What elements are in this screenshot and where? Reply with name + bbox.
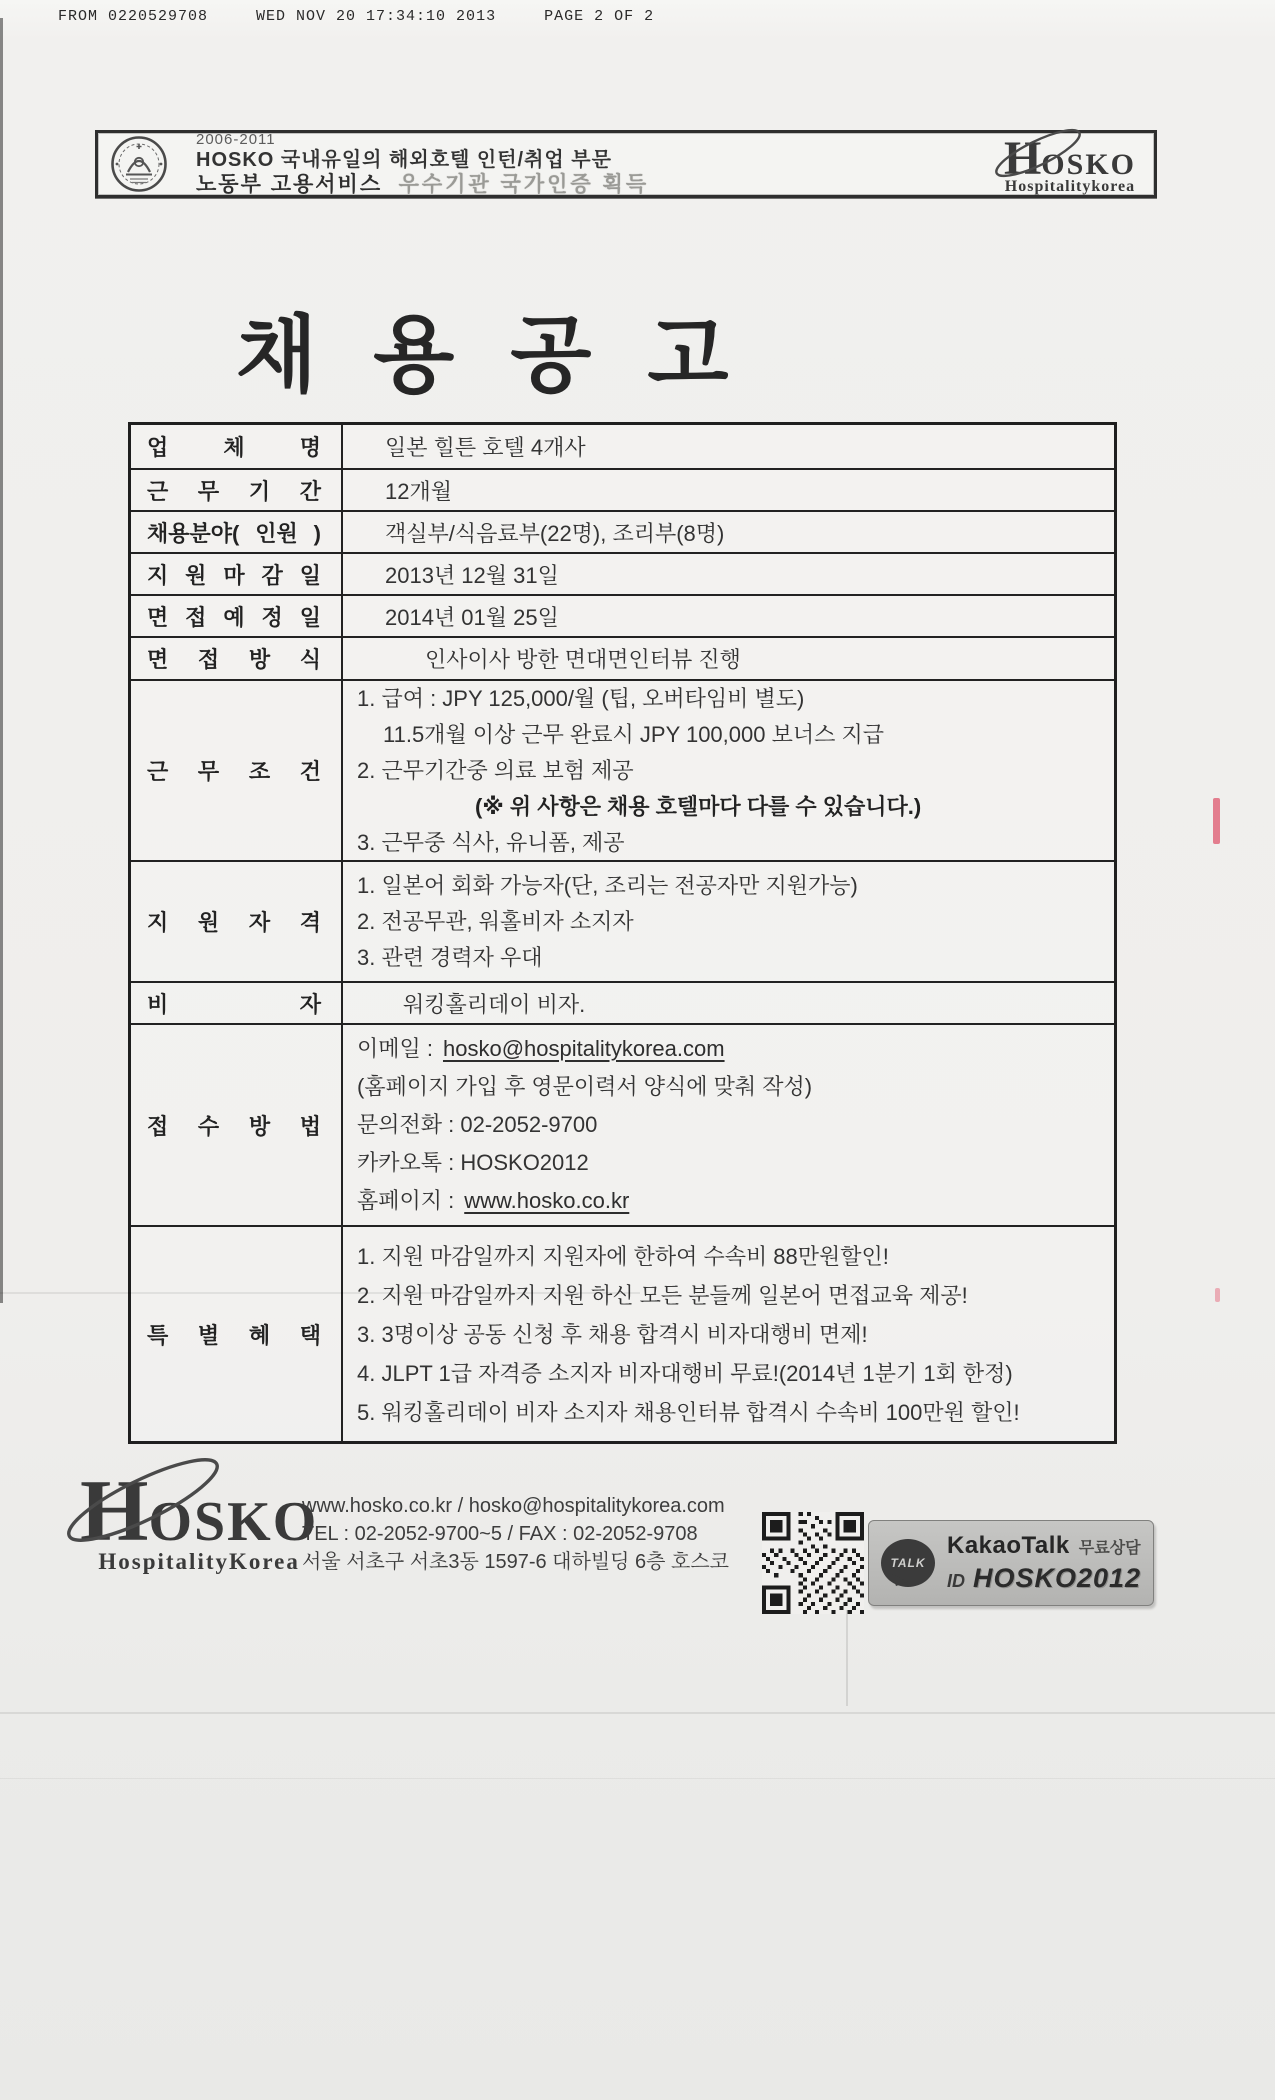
row-label: 근 무 기 간 — [131, 470, 343, 510]
apply-homepage-prefix: 홈페이지 : — [357, 1188, 455, 1213]
homepage-link: www.hosko.co.kr — [464, 1188, 630, 1213]
table-row-benefits — [131, 1225, 1114, 1441]
kakaotalk-id-value: HOSKO2012 — [973, 1562, 1142, 1593]
row-value: 워킹홀리데이 비자. — [403, 991, 586, 1017]
row-value: 객실부/식음료부(22명), 조리부(8명) — [385, 520, 725, 546]
apply-phone-line: 문의전화 : 02-2052-9700 — [357, 1112, 598, 1137]
table-row-interview-method — [131, 636, 1114, 679]
scan-artifact-band — [0, 1712, 1275, 1714]
qualification-line: 2. 전공무관, 워홀비자 소지자 — [357, 908, 634, 934]
row-label: 지 원 마 감 일 — [131, 554, 343, 594]
condition-line: 1. 급여 : JPY 125,000/월 (팁, 오버타임비 별도) — [357, 685, 805, 711]
footer-address: 서울 서초구 서초3동 1597-6 대하빌딩 6층 호스코 — [302, 1551, 729, 1573]
table-row-field — [131, 510, 1114, 552]
hosko-logo-header — [1003, 132, 1136, 195]
footer-tel-fax: TEL : 02-2052-9700~5 / FAX : 02-2052-9708 — [302, 1523, 698, 1545]
scan-artifact-streak — [846, 1610, 848, 1706]
row-value: 12개월 — [385, 478, 452, 504]
benefit-line: 2. 지원 마감일까지 지원 하신 모든 분들께 일본어 면접교육 제공! — [357, 1282, 968, 1308]
condition-line: 2. 근무기간중 의료 보험 제공 — [357, 757, 634, 783]
ministry-seal-icon — [110, 135, 168, 193]
row-label: 접 수 방 법 — [131, 1025, 343, 1225]
logo-rest: OSKO — [148, 1491, 319, 1553]
row-label: 근 무 조 건 — [131, 681, 343, 860]
table-row-qualifications — [131, 860, 1114, 981]
certification-line2-strong: 노동부 고용서비스 — [196, 172, 383, 196]
fax-page-count: PAGE 2 OF 2 — [544, 8, 655, 25]
logo-initial: H — [80, 1463, 149, 1560]
logo-subtitle: Hospitalitykorea — [1004, 178, 1136, 195]
kakaotalk-text — [947, 1532, 1141, 1594]
row-label: 특 별 혜 택 — [131, 1227, 343, 1441]
table-row-company — [131, 425, 1114, 468]
benefit-line: 4. JLPT 1급 자격증 소지자 비자대행비 무료!(2014년 1분기 1회 한정) — [357, 1360, 1013, 1386]
row-value — [343, 862, 1114, 981]
row-value — [343, 1227, 1114, 1441]
apply-homepage-line — [357, 1182, 1104, 1220]
hosko-logo-footer — [80, 1463, 319, 1574]
certification-line1: HOSKO 국내유일의 해외호텔 인턴/취업 부문 — [196, 148, 612, 171]
apply-email-prefix: 이메일 : — [357, 1036, 433, 1061]
footer-contact — [302, 1492, 729, 1576]
qr-code — [762, 1510, 864, 1616]
table-row-period — [131, 468, 1114, 510]
row-value: 2013년 12월 31일 — [385, 562, 559, 588]
fax-transmission-header — [58, 8, 654, 25]
table-row-conditions — [131, 679, 1114, 860]
fax-from: FROM 0220529708 — [58, 8, 209, 25]
benefit-line: 3. 3명이상 공동 신청 후 채용 합격시 비자대행비 면제! — [357, 1321, 868, 1347]
apply-email-line — [357, 1030, 1104, 1068]
logo-subtitle: HospitalityKorea — [98, 1549, 300, 1574]
page-title: 채용공고 — [236, 308, 785, 402]
row-label: 채용분야( 인원 ) — [131, 512, 343, 552]
condition-line: 3. 근무중 식사, 유니폼, 제공 — [357, 829, 625, 855]
benefit-line: 5. 워킹홀리데이 비자 소지자 채용인터뷰 합격시 수속비 100만원 할인! — [357, 1399, 1020, 1425]
qualification-line: 1. 일본어 회화 가능자(단, 조리는 전공자만 지원가능) — [357, 872, 858, 898]
table-row-interview-date — [131, 594, 1114, 636]
row-label: 면 접 방 식 — [131, 638, 343, 679]
table-row-deadline — [131, 552, 1114, 594]
qualification-line: 3. 관련 경력자 우대 — [357, 944, 543, 970]
row-value: 일본 힐튼 호텔 4개사 — [385, 435, 586, 460]
row-value — [343, 681, 1114, 860]
job-posting-table — [128, 422, 1117, 1444]
certification-line2-faded: 우수기관 국가인증 획득 — [398, 172, 650, 196]
row-label: 면 접 예 정 일 — [131, 596, 343, 636]
row-value: 2014년 01월 25일 — [385, 604, 559, 630]
benefit-line: 1. 지원 마감일까지 지원자에 한하여 수속비 88만원할인! — [357, 1243, 889, 1269]
talk-bubble-label: TALK — [890, 1556, 926, 1570]
certification-line2 — [196, 174, 649, 196]
table-row-visa — [131, 981, 1114, 1023]
row-label: 지 원 자 격 — [131, 862, 343, 981]
condition-line: 11.5개월 이상 근무 완료시 JPY 100,000 보너스 지급 — [383, 721, 884, 747]
apply-note-line: (홈페이지 가입 후 영문이력서 양식에 맞춰 작성) — [357, 1074, 813, 1099]
row-value — [343, 1025, 1114, 1225]
certification-text — [196, 132, 649, 196]
certification-years: 2006-2011 — [196, 131, 276, 149]
certification-box — [95, 130, 1157, 198]
kakaotalk-tagline: 무료상담 — [1078, 1540, 1141, 1558]
apply-kakao-line: 카카오톡 : HOSKO2012 — [357, 1150, 589, 1175]
kakaotalk-brand: KakaoTalk — [947, 1532, 1070, 1560]
condition-note: (※ 위 사항은 채용 호텔마다 다를 수 있습니다.) — [475, 793, 922, 819]
scan-artifact-band — [0, 1778, 1275, 1779]
logo-initial: H — [1003, 132, 1042, 185]
fax-datetime: WED NOV 20 17:34:10 2013 — [256, 8, 497, 25]
email-link: hosko@hospitalitykorea.com — [442, 1036, 725, 1061]
logo-rest: OSKO — [1041, 148, 1136, 181]
table-row-apply-method — [131, 1023, 1114, 1225]
scan-artifact-red-dot — [1215, 1288, 1220, 1302]
row-label: 업 체 명 — [131, 425, 343, 468]
row-value: 인사이사 방한 면대면인터뷰 진행 — [425, 647, 741, 672]
kakaotalk-badge — [868, 1520, 1154, 1606]
scan-artifact-red-streak — [1213, 798, 1220, 844]
row-label: 비 자 — [131, 983, 343, 1023]
footer-web-email: www.hosko.co.kr / hosko@hospitalitykorea.com — [302, 1495, 725, 1517]
scan-artifact-left-edge — [0, 18, 3, 1303]
kakaotalk-id-label: ID — [947, 1570, 965, 1591]
talk-bubble-icon — [881, 1539, 935, 1587]
